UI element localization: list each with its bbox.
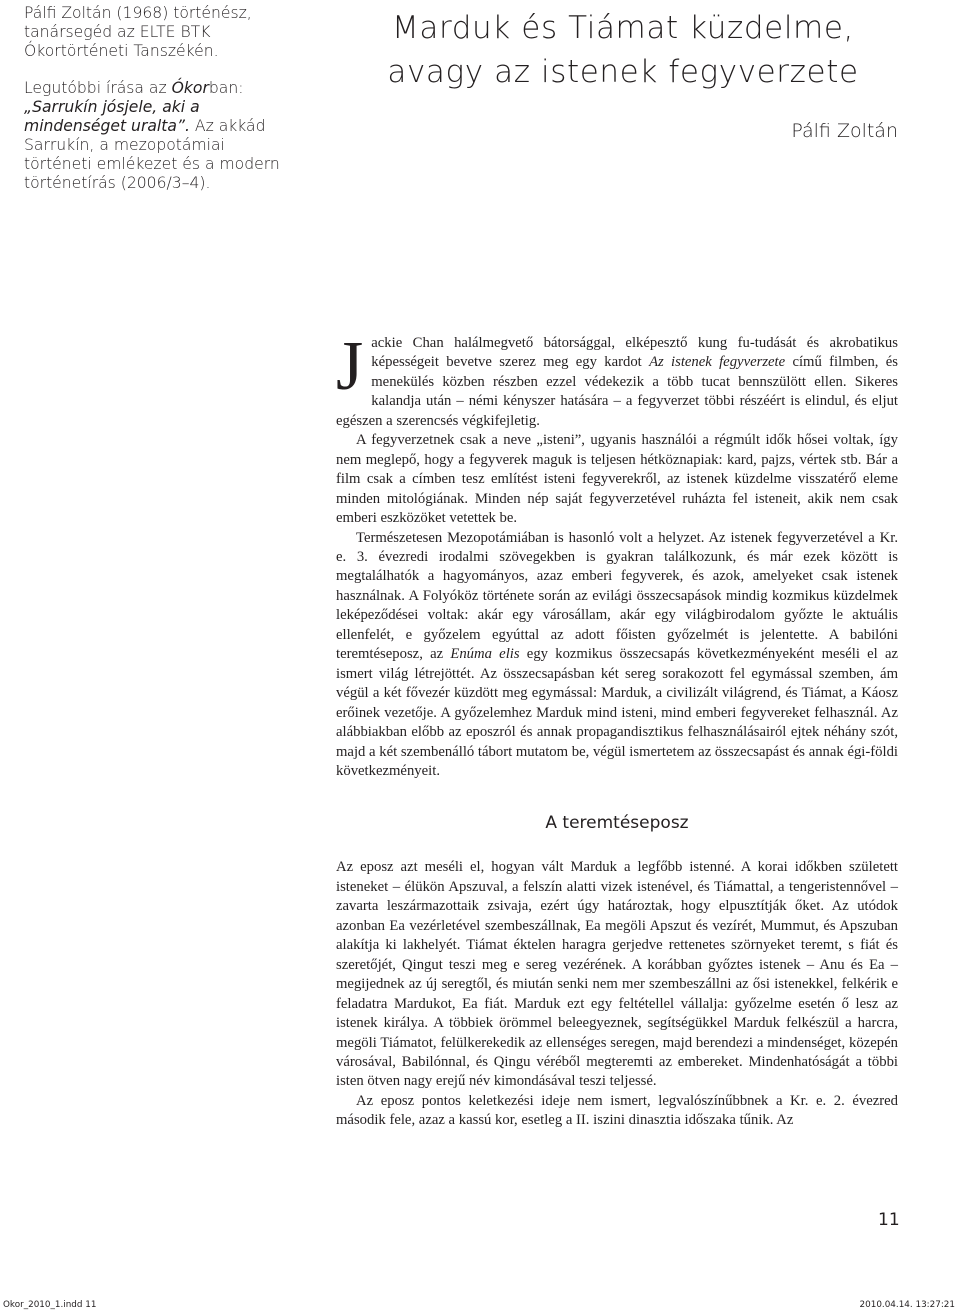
author-bio: Pálfi Zoltán (1968) történész, tanársegéd az ELTE BTK Ókortörténeti Tanszékén. (24, 4, 252, 60)
author-sidenote (24, 4, 296, 193)
journal-name: Ókor (171, 79, 209, 97)
latest-title: „Sarrukín jósjele, aki a mindenséget uralta”. (24, 98, 200, 135)
drop-cap: J (336, 328, 364, 405)
title-line-2: avagy az istenek fegyverzete (387, 54, 859, 90)
author-name: Pálfi Zoltán (791, 120, 898, 142)
title-line-1: Marduk és Tiámat küzdelme, (392, 10, 854, 46)
article-body (336, 328, 899, 1131)
film-title: Az istenek fegyverzete (649, 354, 786, 371)
paragraph-1-part-b: című filmben, és menekülés közben részben ezzel védekezik a több tucat bennszülött ellen. Sikeres kalandja után – némi kényszer hatására – a fegyverzet többi részéért is elindul, és eljut egészen a szerencsés végkifejletig. (336, 354, 898, 429)
latest-rest: Az akkád Sarrukín, a mezopotámiai történeti emlékezet és a modern történetírás (2006/3–4). (24, 117, 280, 192)
paragraph-1 (336, 328, 898, 431)
paragraph-2: A fegyverzetnek csak a neve „isteni”, ugyanis használói a régmúlt idők hősei voltak, így nem meglepő, hogy a fegyverek maguk is teljesen hétköznapiak: kard, pajzs, vértek stb. Bár a film csak a címben tesz említést isteni fegyverekről, az istenek küzdelme visszatérő eleme minden mitológiának. Minden nép saját fegyverzetével ruházta fel isteneit, akik nem csak emberi eszközöket vetettek be. (336, 432, 898, 527)
article-title (330, 6, 916, 94)
paragraph-3-part-b: egy kozmikus összecsapás következményeként meséli el az ismert világ létrejöttét. Az összecsapásban két sereg sorakozott fel egymással szemben, ám végül a két fővezér küzdött meg egymással: Marduk, a civilizált világrend, és Tiámat, a Káosz erőinek vezetője. A győzelemhez Marduk mind isteni, mind emberi fegyvereket felhasznál. Az alábbiakban előbb az eposzról és annak propagandisztikus felhasználásairól ejtek néhány szót, majd a két szembenálló tábort mutatom be, végül ismertetem az összecsapást és annak égi-földi következményeit. (336, 646, 899, 779)
section-heading: A teremtéseposz (545, 813, 689, 834)
epic-title: Enúma elis (450, 646, 520, 663)
footer-filename: Okor_2010_1.indd 11 (3, 1300, 97, 1310)
latest-mid: ban: (208, 79, 244, 97)
paragraph-3 (336, 529, 898, 782)
footer-timestamp: 2010.04.14. 13:27:21 (859, 1300, 955, 1310)
paragraph-1-part-a: ackie Chan halálmegvető bátorsággal, elképesztő kung fu-tudását és akrobatikus képességeit bevetve szerez meg egy kardot (371, 335, 898, 371)
paragraph-3-part-a: Természetesen Mezopotámiában is hasonló volt a helyzet. Az istenek fegyverzetével a Kr. e. 3. évezredi irodalmi szövegekben is gyakran találkozunk, és már ezek között is megtalálhatók a hagyományos, azaz emberi fegyverek, és azok, amelyeket csak istenek használnak. A Folyóköz története során az evilági összecsapások mindig kozmikus küzdelmek leképeződései voltak: akár egy városállam, akár egy világbirodalom győzte le aktuális ellenfelét, e győzelem egyúttal az adott főisten győzelmét is jelentette. A babilóni teremtéseposz, az (336, 529, 898, 663)
latest-prefix: Legutóbbi írása az (24, 79, 172, 97)
paragraph-4: Az eposz azt meséli el, hogyan vált Marduk a legfőbb istenné. A korai időkben született isteneket – élükön Apszuval, a felszín alatti vizek istenével, és Tiámattal, a tengeristennővel – zavarta leszármazottaik zsivaja, ezért úgy határoztak, hogy elpusztítják őket. Az utódok azonban Ea vezérletével szembeszállnak, Ea megöli Apszut és vezírét, Mummut, és Apszuban alakítja ki lakhelyét. Tiámat éktelen haragra gerjedve rettenetes szörnyeket teremt, s fiát és szeretőjét, Qingut teszi meg e sereg vezérének. A korábban győztes istenek – Anu és Ea – megijednek az új seregtől, és miután senki nem mer szembeszállni az ősi istenekkel, felkérik e feladatra Mardukot, Ea fiát. Marduk ezt egy feltétellel vállalja: győzelme esetén ő lesz az istenek királya. A többiek örömmel beleegyeznek, segítségükkel Marduk felkészül a harcra, megöli Tiámatot, felülkerekedik az ellenséges seregen, majd berendezi a mindenséget, közepén városával, Babilónnal, és Qingu véréből megteremti az embereket. Mindenhatóságát a többi isten ötven nagy erejű név kimondásával teszi teljessé. (336, 859, 898, 1090)
paragraph-5: Az eposz pontos keletkezési ideje nem ismert, legvalószínűbbnek a Kr. e. 2. évezred második fele, azaz a kassú kor, esetleg a II. iszini dinasztia időszaka tűnik. Az (336, 1092, 898, 1129)
page-number: 11 (878, 1210, 900, 1230)
latest-writing (24, 79, 296, 193)
